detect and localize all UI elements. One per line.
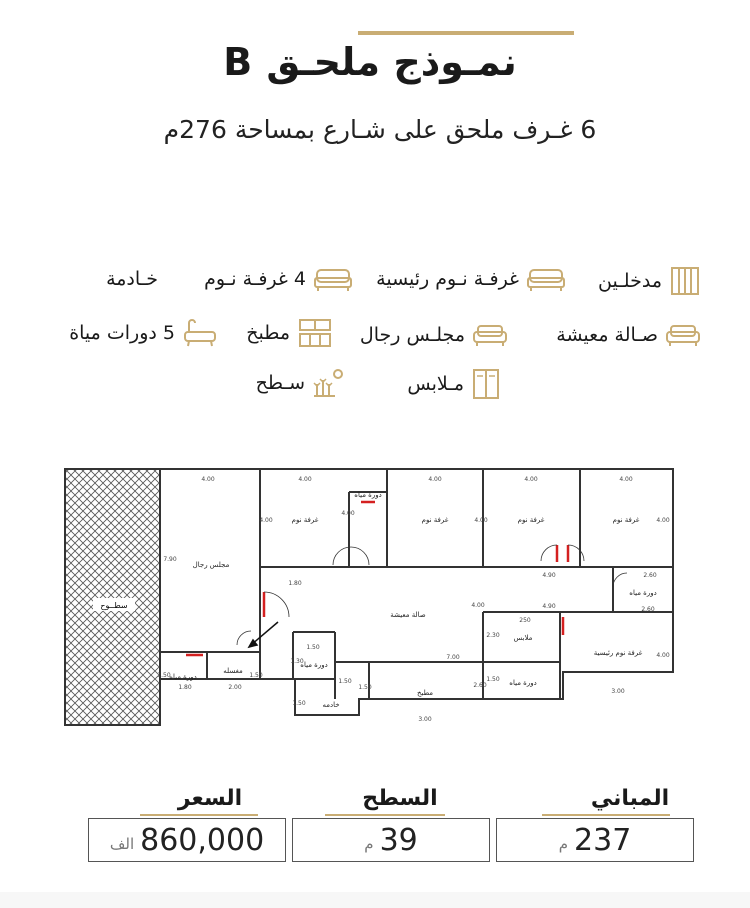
feature-label: مطبخ — [246, 322, 290, 344]
page-subtitle: 6 غـرف ملحق على شـارع بمساحة 276م — [163, 115, 597, 144]
bathtub-icon — [183, 318, 217, 348]
plan-label-master-bedroom: غرفة نوم رئيسية — [593, 649, 643, 657]
plan-label-living: صالة معيشة — [390, 611, 426, 619]
door-icon — [670, 266, 700, 296]
feature-bedrooms — [204, 266, 352, 292]
feature-label: صـالة معيشة — [556, 324, 658, 346]
dim-label: 4.00 — [474, 517, 488, 524]
roof-area — [65, 469, 160, 725]
stat-value-roof: 39 — [379, 822, 418, 858]
dim-label: 250 — [519, 617, 531, 624]
feature-label: سـطح — [255, 372, 305, 394]
feature-roof — [256, 368, 345, 398]
stat-unit-buildings: م — [558, 835, 569, 853]
bed-icon — [527, 266, 565, 292]
plan-label-bath-left: دورة مياه — [169, 673, 197, 681]
stat-label-price: السعر — [177, 786, 243, 811]
dim-label: 1.50 — [486, 676, 500, 683]
stat-accent-line — [140, 814, 258, 816]
dim-label: 1.80 — [178, 684, 192, 691]
dim-label: 2.60 — [643, 572, 657, 579]
dim-label: 4.00 — [259, 517, 273, 524]
dim-label: 4.00 — [298, 476, 312, 483]
dim-label: 1.50 — [157, 672, 171, 679]
dim-label: 1.30 — [290, 658, 304, 665]
dim-label: 2.30 — [486, 632, 500, 639]
dim-label: 4.90 — [542, 603, 556, 610]
title-accent-bar — [358, 31, 574, 35]
feature-maid — [106, 268, 158, 290]
page-title: نمـوذج ملحـق B — [223, 40, 517, 84]
dim-label: 4.00 — [619, 476, 633, 483]
kitchen-cabinets-icon — [298, 318, 332, 348]
dim-label: 3.00 — [418, 716, 432, 723]
dim-label: 3.00 — [611, 688, 625, 695]
dim-label: 4.00 — [428, 476, 442, 483]
plan-label-maid: خادمه — [322, 701, 340, 709]
dim-label: 2.60 — [473, 682, 487, 689]
dim-label: 1.80 — [288, 580, 302, 587]
plan-label-majlis: مجلس رجال — [192, 561, 230, 569]
roof-plants-icon — [313, 368, 345, 398]
feature-label: 5 دورات مياة — [69, 322, 175, 344]
stat-label-buildings: المباني — [590, 786, 670, 811]
feature-label: خـادمة — [106, 268, 158, 290]
feature-label: 4 غرفـة نـوم — [204, 268, 306, 290]
wardrobe-icon — [472, 368, 500, 400]
feature-kitchen — [246, 318, 332, 348]
dim-label: 1.50 — [249, 672, 263, 679]
plan-label-bath-mid: دورة مياه — [300, 661, 328, 669]
plan-label-roof: سطــوح — [100, 601, 128, 610]
dim-label: 1.50 — [338, 678, 352, 685]
feature-label: مجلـس رجال — [359, 324, 465, 346]
plan-label-bedroom-3: غرفة نوم — [517, 516, 545, 524]
stat-box-buildings — [496, 818, 694, 862]
dim-label: 4.00 — [524, 476, 538, 483]
plan-label-bath-top: دورة مياه — [354, 491, 382, 499]
sofa-icon — [666, 322, 700, 348]
feature-majlis — [360, 322, 507, 348]
dim-label: 1.50 — [306, 644, 320, 651]
stat-label-roof: السطح — [362, 786, 438, 811]
dim-label: 4.90 — [542, 572, 556, 579]
stat-value-price: 860,000 — [140, 822, 265, 858]
feature-bathrooms — [69, 318, 217, 348]
stat-box-price — [88, 818, 286, 862]
sofa-icon — [473, 322, 507, 348]
feature-entrances — [598, 266, 700, 296]
feature-wardrobe — [407, 368, 500, 400]
plan-label-bedroom-2: غرفة نوم — [421, 516, 449, 524]
plan-label-bath-master: دورة مياه — [509, 679, 537, 687]
feature-master-bedroom — [376, 266, 565, 292]
stat-unit-price: الف — [109, 835, 135, 853]
stat-accent-line — [325, 814, 445, 816]
stat-value-buildings: 237 — [574, 822, 632, 858]
floor-plan — [63, 467, 685, 727]
dim-label: 4.00 — [656, 517, 670, 524]
plan-label-bath-right: دورة مياه — [629, 589, 657, 597]
plan-label-bedroom-1: غرفة نوم — [291, 516, 319, 524]
dim-label: 1.50 — [292, 700, 306, 707]
stat-unit-roof: م — [364, 835, 374, 853]
feature-living — [556, 322, 700, 348]
feature-label: غرفـة نـوم رئيسية — [376, 268, 519, 290]
plan-label-wardrobe: ملابس — [513, 634, 533, 642]
feature-label: مـلابس — [407, 373, 464, 395]
dim-label: 2.60 — [641, 606, 655, 613]
plan-label-kitchen: مطبخ — [416, 689, 434, 697]
plan-label-bedroom-4: غرفة نوم — [612, 516, 640, 524]
dim-label: 4.00 — [471, 602, 485, 609]
dim-label: 1.50 — [358, 684, 372, 691]
dim-label: 4.00 — [656, 652, 670, 659]
dim-label: 2.00 — [228, 684, 242, 691]
feature-label: مدخلـين — [598, 270, 662, 292]
bottom-band — [0, 892, 750, 908]
stat-accent-line — [542, 814, 670, 816]
dim-label: 4.00 — [201, 476, 215, 483]
dim-label: 7.00 — [446, 654, 460, 661]
dim-label: 4.00 — [341, 510, 355, 517]
bed-icon — [314, 266, 352, 292]
plan-label-laundry: مغسله — [223, 667, 243, 675]
dim-label: 7.90 — [163, 556, 177, 563]
stat-box-roof — [292, 818, 490, 862]
